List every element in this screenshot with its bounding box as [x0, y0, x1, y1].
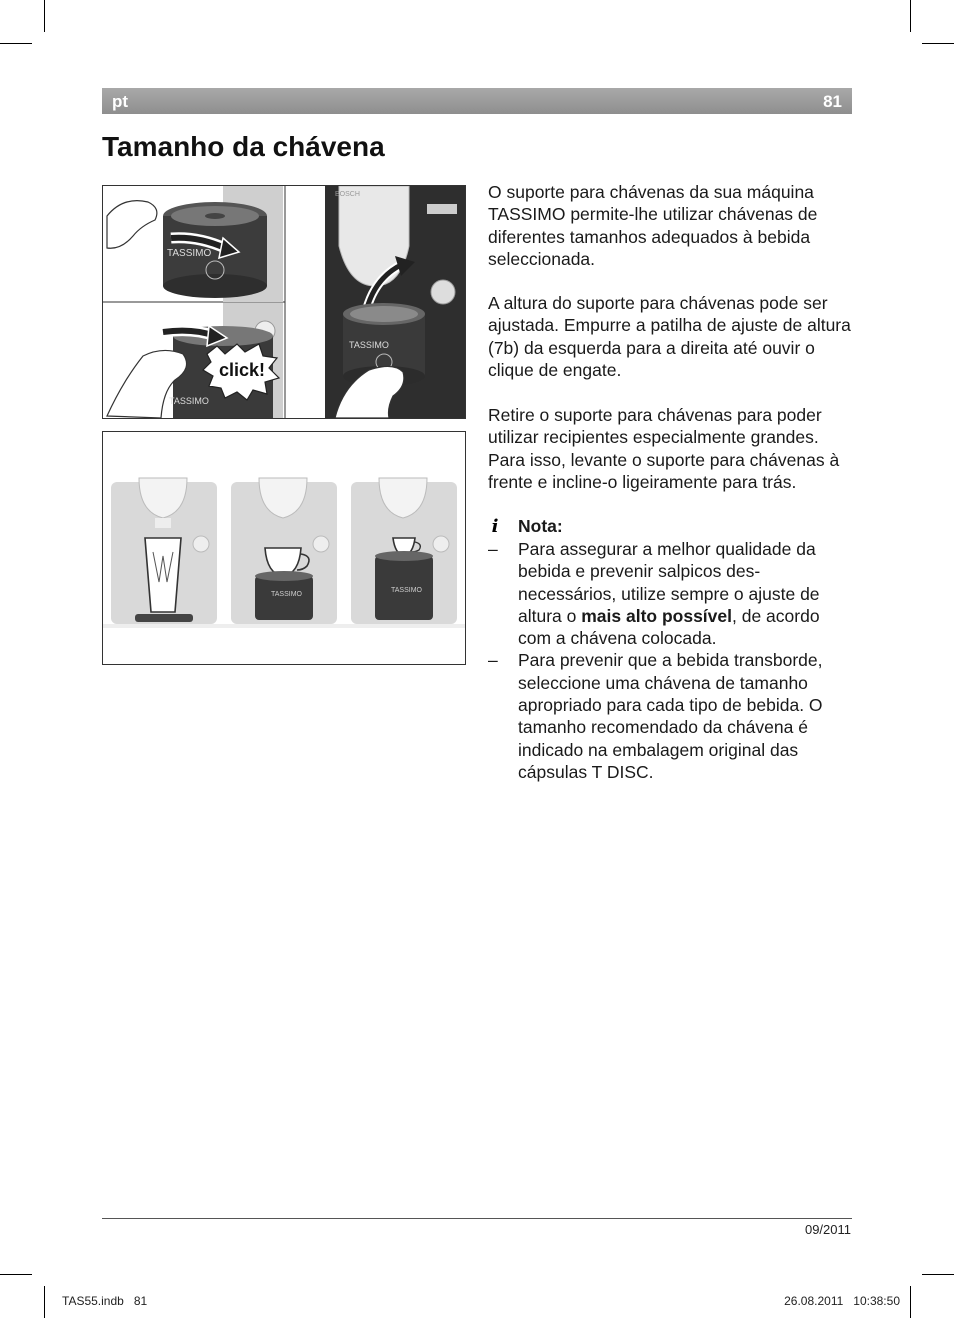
positions-drawing — [103, 432, 465, 664]
brand-label: TASSIMO — [169, 396, 209, 406]
brand-label: TASSIMO — [349, 340, 389, 350]
brand-label: TASSIMO — [391, 587, 422, 594]
language-code: pt — [112, 92, 129, 111]
intro-paragraph: O suporte para chávenas da sua máquina TASSIMO permite-lhe utilizar chávenas de diferentes tamanhos adequados à bebida seleccionada. — [488, 182, 818, 269]
print-slug-timestamp: 26.08.2011 10:38:50 — [784, 1294, 900, 1308]
note-heading — [488, 515, 852, 539]
crop-mark — [44, 0, 45, 32]
brand-label: TASSIMO — [271, 591, 302, 598]
brand-label: TASSIMO — [167, 248, 212, 259]
crop-mark — [910, 1286, 911, 1318]
crop-mark — [44, 1286, 45, 1318]
remove-paragraph: Retire o suporte para chávenas para poder utilizar recipientes especialmente grandes. Para isso, levante o suporte para chávenas à frente e incline-o ligeiramente para trás. — [488, 405, 840, 492]
cup-holder-adjust-illustration — [102, 185, 466, 419]
note-list — [488, 538, 852, 783]
click-label: click! — [219, 360, 266, 380]
note-text: , de acordo com a chávena colocada. — [518, 605, 820, 649]
crop-mark — [922, 43, 954, 44]
footer-date: 09/2011 — [804, 1222, 851, 1237]
crop-mark — [0, 1274, 32, 1275]
info-icon: i — [491, 516, 499, 537]
crop-mark — [922, 1274, 954, 1275]
dash-icon: – — [488, 539, 498, 559]
brand-top-label: BOSCH — [335, 191, 360, 198]
page-number: 81 — [823, 92, 842, 111]
footer-rule — [102, 1218, 852, 1219]
note-title: Nota: — [518, 516, 563, 536]
cup-size-positions-illustration — [102, 431, 466, 665]
dash-icon: – — [488, 650, 498, 671]
header-bar — [102, 88, 852, 114]
page-title: Tamanho da chávena — [102, 131, 385, 162]
note-emphasis: mais alto possível — [581, 605, 732, 626]
adjust-paragraph: A altura do suporte para chávenas pode ser ajustada. Empurre a patilha de ajuste de altura (7b) da esquerda para a direita até ouvir o clique de engate. — [488, 293, 851, 380]
note-text: Para prevenir que a bebida transborde, seleccione uma chávena de tamanho apropriado para cada tipo de bebida. O tamanho recomendado da chávena é indicado na embalagem original das cápsulas T DISC. — [518, 650, 823, 782]
crop-mark — [0, 43, 32, 44]
list-item — [488, 649, 852, 783]
note-text: Para assegurar a melhor qualidade da bebida e prevenir salpicos des-necessários, utilize sempre o ajuste de altura o — [518, 539, 820, 626]
crop-mark — [910, 0, 911, 32]
list-item — [488, 538, 852, 649]
illustration-drawing — [103, 186, 465, 418]
print-slug-file: TAS55.indb 81 — [62, 1294, 148, 1308]
